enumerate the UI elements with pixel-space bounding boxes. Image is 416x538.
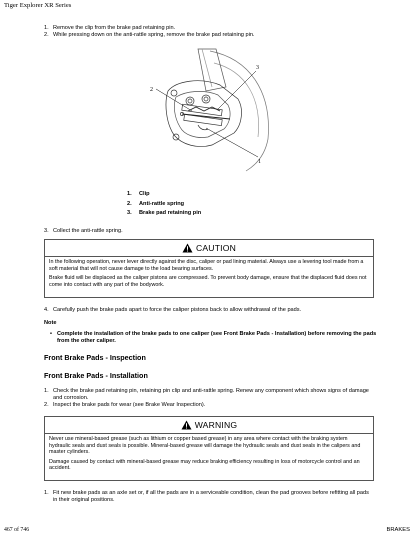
figure-legend (127, 190, 201, 219)
warning-panel (44, 416, 374, 481)
warning-triangle-icon (181, 420, 192, 430)
step-text: Remove the clip from the brake pad retaining pin. (53, 25, 176, 31)
legend-text: Clip (139, 191, 150, 197)
legend-number: 3. (127, 210, 132, 216)
installation-steps (44, 388, 374, 409)
step-item (44, 307, 384, 314)
caution-body (45, 257, 373, 291)
step-item (44, 25, 374, 32)
step-item (44, 32, 374, 39)
step-number: 1. (44, 490, 49, 496)
step-number: 4. (44, 307, 49, 313)
step-item (44, 388, 374, 402)
warning-paragraph: Damage caused by contact with mineral-based grease may reduce braking efficiency resulting in loss of motorcycle control and an accident. (49, 458, 360, 472)
document-header: Tiger Explorer XR Series (4, 2, 72, 9)
step-text: Fit new brake pads as an axle set or, if all the pads are in a serviceable condition, clean the pad grooves before refitting all pads in their original positions. (53, 490, 369, 503)
callout-2: 2 (150, 87, 153, 93)
step-item (44, 490, 374, 504)
step-text: Carefully push the brake pads apart to force the caliper pistons back to allow withdrawal of the pads. (53, 307, 302, 313)
caution-panel (44, 239, 374, 298)
step-item (44, 402, 374, 409)
legend-item (127, 209, 201, 219)
step-text: Inspect the brake pads for wear (see Brake Wear Inspection). (53, 402, 206, 408)
step-number: 1. (44, 25, 49, 31)
step-number: 1. (44, 388, 49, 394)
step-number: 2. (44, 402, 49, 408)
legend-item (127, 200, 201, 210)
callout-1: 1 (258, 159, 261, 165)
step-number: 2. (44, 32, 49, 38)
caution-title-bar (45, 240, 373, 257)
legend-number: 1. (127, 191, 132, 197)
caution-paragraph: Brake fluid will be displaced as the caliper pistons are compressed. To prevent body damage, ensure that the displaced fluid does not come into contact with any part of the bodywork. (49, 275, 367, 288)
legend-text: Brake pad retaining pin (139, 210, 202, 216)
warning-triangle-icon (182, 243, 193, 253)
note-text: Complete the installation of the brake pads to one caliper (see Front Brake Pads - Installation) before removing the pads from the other caliper. (57, 331, 377, 344)
step-number: 3. (44, 228, 49, 234)
bullet: • (50, 331, 52, 337)
legend-number: 2. (127, 200, 132, 207)
page-number: 467 of 746 (4, 527, 30, 533)
collect-step (44, 228, 374, 235)
warning-paragraph: Never use mineral-based grease (such as lithium or copper based grease) in any area where contact with the braking system hydraulic seals and dust seals is possible. Mineral-based grease will damage the hydraulic seals and dust seals in the calipers and master cylinders. (49, 436, 361, 456)
footer-section: BRAKES (386, 527, 410, 533)
step-item (44, 228, 374, 235)
step-text: Collect the anti-rattle spring. (53, 228, 123, 234)
callout-3: 3 (256, 65, 259, 71)
warning-body (45, 434, 373, 475)
warning-title-bar (45, 417, 373, 434)
caution-title: CAUTION (195, 243, 237, 253)
note-item (50, 331, 380, 345)
note-label: Note (44, 320, 57, 326)
caution-paragraph: In the following operation, never lever directly against the disc, caliper or pad lining material. Always use a levering tool made from a soft material that will not cause damage to the load bearing surfaces. (49, 259, 364, 272)
installation-heading: Front Brake Pads - Installation (44, 371, 148, 380)
push-pads-step (44, 307, 384, 314)
caliper-line-drawing (140, 47, 276, 172)
step-text: Check the brake pad retaining pin, retaining pin clip and anti-rattle spring. Renew any component which shows signs of damage and corrosion. (53, 388, 369, 401)
warning-title: WARNING (194, 420, 238, 430)
legend-text: Anti-rattle spring (139, 200, 185, 207)
removal-steps (44, 25, 374, 39)
step-text: While pressing down on the anti-rattle spring, remove the brake pad retaining pin. (53, 32, 255, 38)
legend-item (127, 190, 201, 200)
brake-caliper-illustration (140, 47, 276, 172)
inspection-heading: Front Brake Pads - Inspection (44, 353, 146, 362)
refit-steps (44, 490, 374, 504)
